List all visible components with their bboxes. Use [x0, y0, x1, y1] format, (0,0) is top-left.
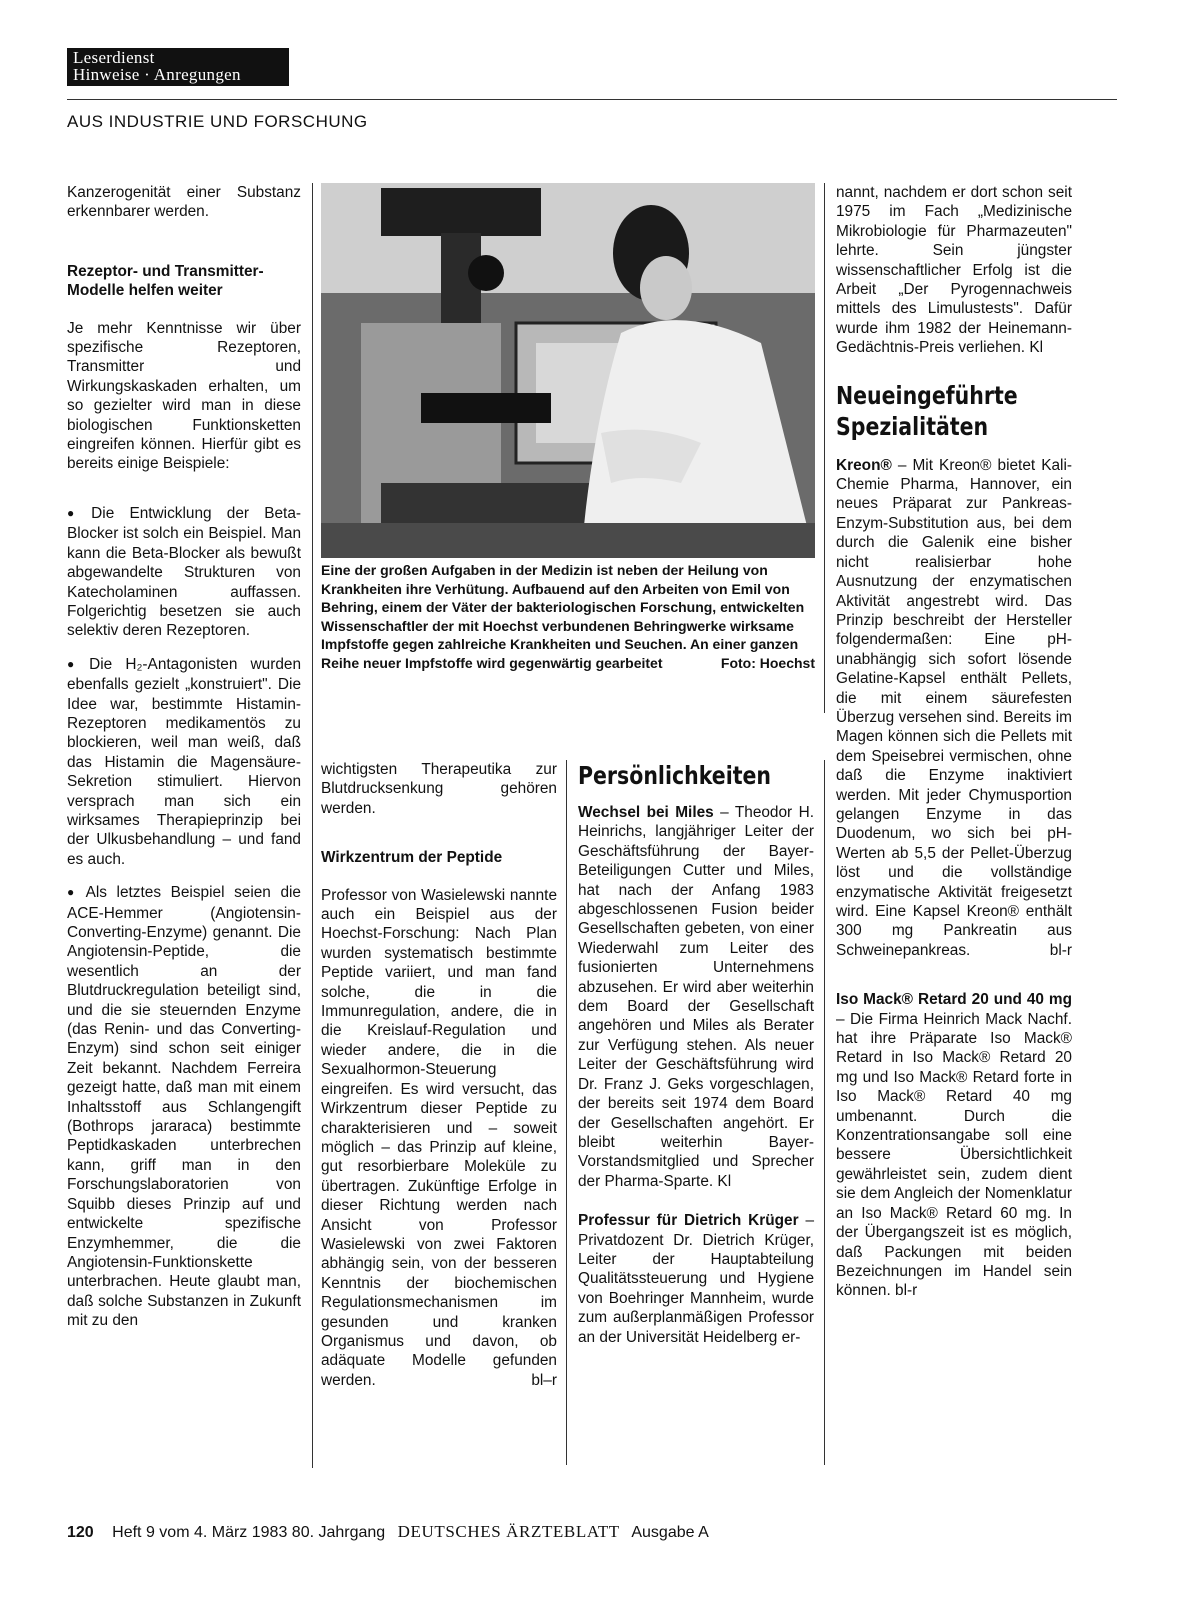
photo-caption [321, 561, 815, 673]
col1-bullet-1 [67, 504, 301, 641]
col2-heading: Wirkzentrum der Peptide [321, 849, 503, 867]
col4-item-1-title: Kreon® [836, 456, 892, 474]
col4-continuation: nannt, nachdem er dort schon seit 1975 im Fach „Medizinische Mikrobiologie für Pharmazeuten" lehrte. Sein jüngster wissenschaftlicher Erfolg ist die Arbeit „Der Pyrogennachweis mittels des Limulustests". Dafür wurde ihm 1982 der Heinemann-Gedächtnis-Preis verliehen. Kl [836, 184, 1072, 357]
col1-intro: Kanzerogenität einer Substanz erkennbarer werden. [67, 184, 301, 221]
column-3 [578, 760, 814, 1361]
col1-bullet-2 [67, 655, 301, 869]
col1-paragraph: Je mehr Kenntnisse wir über spezifische Rezeptoren, Transmitter und Wirkungskaskaden erhalten, um so gezielter wird man in diese biologischen Funktionsketten eingreifen können. Hierfür gibt es bereits einige Beispiele: [67, 319, 301, 473]
banner-line-2: Hinweise · Anregungen [73, 65, 241, 84]
col4-heading-line-1: Neueingeführte [836, 380, 1018, 410]
col4-item-1-text: – Mit Kreon® bietet Kali-Chemie Pharma, Hannover, ein neues Präparat zur Pankreas-Enzym-Substitution aus, bei dem durch die Galenik eine bisher nicht realisierbar hohe Ausnutzung der enzymatischen Aktivität angestrebt wird. Das Prinzip beschreibt der Hersteller folgendermaßen: Eine pH-unabhängig sich sofort lösende Gelatine-Kapsel enthält Pellets, die mit einem säurefesten Überzug versehen sind. Bereits im Magen können sich die Pellets mit dem Speisebrei vermischen, ohne daß die Enzyme inaktiviert werden. Mit jeder Chymusportion gelangen Enzyme in das Duodenum, wo sich bei pH-Werten ab 5,5 der Pellet-Überzug löst und die vollständige enzymatische Aktivität freigesetzt wird. Eine Kapsel Kreon® enthält 300 mg Pankreatin aus Schweinepankreas. [836, 456, 1073, 959]
col4-item-1-signature: bl-r [1049, 941, 1072, 959]
col4-item-2-title: Iso Mack® Retard 20 und 40 mg [836, 991, 1072, 1009]
lab-photo [321, 183, 815, 558]
col2-continuation: wichtigsten Therapeutika zur Blutdrucksenkung gehören werden. [321, 761, 557, 817]
column-rule-3a [824, 183, 825, 713]
col3-item-2-title: Professur für Dietrich Krüger [578, 1212, 799, 1230]
microscope-photo-illustration [321, 183, 815, 558]
col3-item-2 [578, 1211, 814, 1347]
bullet-2-text: Die H₂-Antagonisten wurden ebenfalls gezielt „konstruiert". Die Idee war, bestimmte Histamin-Rezeptoren medikamentös zu blockieren, weil man weiß, daß das Histamin die Magensäure-Sekretion stimuliert. Hiervon versprach man sich ein wirksames Therapieprinzip bei der Ulkusbehandlung – und fand es auch. [67, 655, 302, 868]
column-rule-2 [566, 760, 567, 1465]
col3-item-2-text: – Privatdozent Dr. Dietrich Krüger, Leiter der Hauptabteilung Qualitätssteuerung und Hygiene von Boehringer Mannheim, wurde zum außerplanmäßigen Professor an der Universität Heidelberg er- [578, 1212, 814, 1346]
issue-info: Heft 9 vom 4. März 1983 80. Jahrgang [112, 1524, 386, 1541]
header-rule [67, 99, 1117, 100]
col3-item-1-text: – Theodor H. Heinrichs, langjähriger Leiter der Geschäftsführung der Bayer-Beteiligungen Cutter und Miles, hat nach der Anfang 1983 abgeschlossenen Fusion beider Gesellschaften gebeten, von einer Wiederwahl zum Leiter des fusionierten Unternehmens abzusehen. Er wird aber weiterhin dem Board der Gesellschaft angehören und Miles als Berater zur Verfügung stehen. Als neuer Leiter der Geschäftsführung wird Dr. Franz J. Geks vorgeschlagen, der bereits seit 1974 dem Board der Gesellschaften angehört. Er bleibt weiterhin Bayer-Vorstandsmitglied und Sprecher der Pharma-Sparte. Kl [578, 804, 814, 1190]
col1-bullet-3 [67, 883, 301, 1330]
col4-item-2 [836, 990, 1072, 1301]
col4-item-1 [836, 456, 1072, 961]
col3-item-1-title: Wechsel bei Miles [578, 804, 714, 821]
photo-credit: Foto: Hoechst [720, 654, 815, 671]
caption-text: Eine der großen Aufgaben in der Medizin ist neben der Heilung von Krankheiten ihre Verhütung. Aufbauend auf den Arbeiten von Emil von Behring, einem der Väter der bakteriologischen Forschung, entwickelten Wissenschaftler der mit Hoechst verbundenen Behringwerke wirksame Impfstoffe gegen zahlreiche Krankheiten und Seuchen. An einer ganzen Reihe neuer Impfstoffe wird gegenwärtig gearbeitet [321, 562, 805, 671]
bullet-1-text: Die Entwicklung der Beta-Blocker ist solch ein Beispiel. Man kann die Beta-Blocker als bewußt abgewandelte Strukturen von Katecholaminen auffassen. Folgerichtig besetzen sie auch selektiv deren Rezeptoren. [67, 504, 302, 640]
column-4 [836, 183, 1072, 1315]
rubric-banner [67, 48, 289, 86]
column-rule-1 [312, 183, 313, 1468]
col2-signature: bl–r [531, 1371, 557, 1389]
section-title: AUS INDUSTRIE UND FORSCHUNG [67, 112, 368, 131]
col2-paragraph-text: Professor von Wasielewski nannte auch ein Beispiel aus der Hoechst-Forschung: Nach Plan wurden systematisch bestimmte Peptide variiert, und man fand solche, die in die Immunregulation, andere, die in die Kreislauf-Regulation und wieder andere, die in die Sexualhormon-Steuerung eingreifen. Es wird versucht, das Wirkzentrum dieser Peptide zu charakterisieren und – soweit möglich – das Prinzip auf kleine, gut resorbierbare Moleküle zu übertragen. Zukünftige Erfolge in dieser Richtung werden nach Ansicht von Professor Wasielewski von zwei Faktoren abhängig sein, von der besseren Kenntnis der biochemischen Regulationsmechanismen im gesunden und kranken Organismus und davon, ob adäquate Modelle gefunden werden. [321, 886, 557, 1389]
page-footer [67, 1522, 709, 1542]
banner-line-1: Leserdienst [73, 48, 155, 67]
col3-heading: Persönlichkeiten [578, 761, 772, 790]
col2-paragraph [321, 886, 557, 1391]
edition: Ausgabe A [631, 1524, 709, 1541]
col4-item-2-text: – Die Firma Heinrich Mack Nachf. hat ihre Präparate Iso Mack® Retard in Iso Mack® Retard 20 mg und Iso Mack® Retard forte in Iso Mack® Retard 40 mg umbenannt. Durch die Konzentrationsangabe soll eine bessere Übersichtlichkeit gewährleistet sein, zudem dient sie dem Angleich der Nomenklatur an Iso Mack® Retard 60 mg. In der Übergangszeit ist es möglich, daß Packungen mit beiden Bezeichnungen im Handel sein können. bl-r [836, 1010, 1072, 1300]
page-number: 120 [67, 1524, 94, 1541]
column-1 [67, 183, 301, 1345]
col3-item-1 [578, 803, 814, 1191]
column-rule-3 [824, 760, 825, 1465]
col4-heading-line-2: Spezialitäten [836, 411, 989, 441]
column-2 [321, 760, 557, 1404]
col1-heading: Rezeptor- und Transmitter-Modelle helfen weiter [67, 262, 264, 300]
magazine-title: DEUTSCHES ÄRZTEBLATT [397, 1522, 620, 1541]
bullet-3-text: Als letztes Beispiel seien die ACE-Hemmer (Angiotensin-Converting-Enzyme) genannt. Die Angiotensin-Peptide, die wesentlich an der Blutdruckregulation beteiligt sind, und die sie steuernden Enzyme (das Renin- und das Converting-Enzym) sind schon seit einiger Zeit bekannt. Nachdem Ferreira gezeigt hatte, daß man mit einem Inhaltsstoff aus Schlangengift (Bothrops jararaca) bestimmte Peptidkaskaden unterbrechen kann, griff man in den Forschungslaboratorien von Squibb dieses Prinzip auf und entwickelte spezifische Enzymhemmer, die die Angiotensin-Funktionskette unterbrachen. Heute glaubt man, daß solche Substanzen in Zukunft mit zu den [67, 884, 301, 1330]
